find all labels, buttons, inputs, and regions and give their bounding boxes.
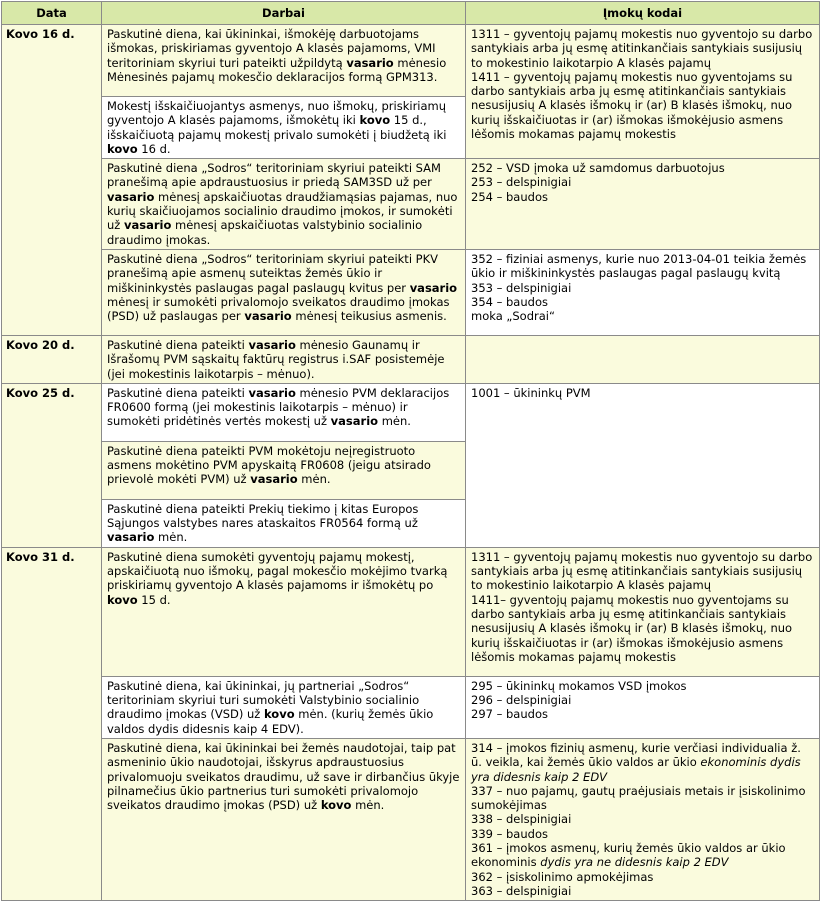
date-cell: Kovo 20 d. (2, 335, 102, 383)
header-date: Data (2, 2, 102, 25)
work-cell: Paskutinė diena, kai ūkininkai, išmokėję darbuotojams išmokas, priskiriamas gyventojo A klasės pajamoms, VMI teritoriniam skyriui turi pateikti užpildytą vasario mėnesio Mėnesinės pajamų mokesčio deklaracijos formą GPM313. (102, 25, 466, 97)
codes-cell: 295 – ūkininkų mokamos VSD įmokos 296 – delspinigiai 297 – baudos (466, 676, 820, 738)
codes-cell: 314 – įmokos fizinių asmenų, kurie verčiasi individualia ž. ū. veikla, kai žemės ūkio valdos ar ūkio ekonominis dydis yra didesnis kaip 2 EDV 337 – nuo pajamų, gautų praėjusiais metais ir įsiskolinimo sumokėjimas 338 – delspinigiai 339 – baudos 361 – įmokos asmenų, kurių žemės ūkio valdos ar ūkio ekonominis dydis yra ne didesnis kaip 2 EDV 362 – įsiskolinimo apmokėjimas 363 – delspinigiai (466, 738, 820, 900)
table-row (2, 676, 820, 738)
table-row (2, 738, 820, 900)
work-cell: Paskutinė diena „Sodros“ teritoriniam skyriui pateikti PKV pranešimą apie asmenų suteiktas žemės ūkio ir miškininkystės paslaugas pagal paslaugų kvitus per vasario mėnesį ir sumokėti privalomojo sveikatos draudimo įmokas (PSD) už paslaugas per vasario mėnesį teikusius asmenis. (102, 249, 466, 335)
table-row (2, 249, 820, 335)
codes-cell: 1311 – gyventojų pajamų mokestis nuo gyventojo su darbo santykiais arba jų esmę atitinkančiais santykiais susijusių to mokestinio laikotarpio A klasės pajamų 1411 – gyventojų pajamų mokestis nuo gyventojams su darbo santykiais arba jų esmę atitinkančiais santykiais nesusijusių A klasės išmokų ir (ar) B klasės išmokų, nuo kurių išskaičiuotas ir (ar) išmokas išmokėjusio asmens lėšomis mokamas pajamų mokestis (466, 25, 820, 159)
codes-cell: 1311 – gyventojų pajamų mokestis nuo gyventojo su darbo santykiais arba jų esmę atitinkančiais santykiais susijusių to mokestinio laikotarpio A klasės pajamų 1411– gyventojų pajamų mokestis nuo gyventojams su darbo santykiais arba jų esmę atitinkančiais santykiais nesusijusių A klasės išmokų ir (ar) B klasės išmokų, nuo kurių išskaičiuotas ir (ar) išmokas išmokėjusio asmens lėšomis mokamas pajamų mokestis (466, 547, 820, 676)
work-cell: Paskutinė diena, kai ūkininkai, jų partneriai „Sodros“ teritoriniam skyriui turi sumokėti Valstybinio socialinio draudimo įmokas (VSD) už kovo mėn. (kurių žemės ūkio valdos dydis didesnis kaip 4 EDV). (102, 676, 466, 738)
table-row (2, 547, 820, 676)
work-cell: Paskutinė diena sumokėti gyventojų pajamų mokestį, apskaičiuotą nuo išmokų, pagal mokesčio mokėjimo tvarką priskiriamų gyventojo A klasės pajamoms ir išmokėtų po kovo 15 d. (102, 547, 466, 676)
work-cell: Paskutinė diena pateikti Prekių tiekimo į kitas Europos Sąjungos valstybes nares ataskaitos FR0564 formą už vasario mėn. (102, 499, 466, 547)
work-cell: Paskutinė diena pateikti PVM mokėtoju neįregistruoto asmens mokėtino PVM apyskaitą FR0608 (jeigu atsirado prievolė mokėti PVM) už vasario mėn. (102, 441, 466, 499)
table-row (2, 159, 820, 250)
work-cell: Paskutinė diena pateikti vasario mėnesio Gaunamų ir Išrašomų PVM sąskaitų faktūrų registrus i.SAF posistemėje (jei mokestinis laikotarpis – mėnuo). (102, 335, 466, 383)
table-row (2, 25, 820, 97)
codes-cell: 252 – VSD įmoka už samdomus darbuotojus 253 – delspinigiai 254 – baudos (466, 159, 820, 250)
work-cell: Mokestį išskaičiuojantys asmenys, nuo išmokų, priskiriamų gyventojo A klasės pajamoms, išmokėtų iki kovo 15 d., išskaičiuotą pajamų mokestį privalo sumokėti į biudžetą iki kovo 16 d. (102, 97, 466, 159)
date-cell: Kovo 31 d. (2, 547, 102, 900)
work-cell: Paskutinė diena pateikti vasario mėnesio PVM deklaracijos FR0600 formą (jei mokestinis laikotarpis – mėnuo) ir sumokėti pridėtinės vertės mokestį už vasario mėn. (102, 383, 466, 441)
date-cell: Kovo 16 d. (2, 25, 102, 336)
header-work: Darbai (102, 2, 466, 25)
header-codes: Įmokų kodai (466, 2, 820, 25)
codes-cell (466, 335, 820, 383)
table-row (2, 335, 820, 383)
work-cell: Paskutinė diena, kai ūkininkai bei žemės naudotojai, taip pat asmeninio ūkio naudotojai, išskyrus apdraustuosius privalomuoju sveikatos draudimu, už save ir dirbančius ūkyje pilnamečius ūkio partnerius turi sumokėti privalomojo sveikatos draudimo įmokas (PSD) už kovo mėn. (102, 738, 466, 900)
header-row (2, 2, 820, 25)
table-row (2, 383, 820, 441)
tax-calendar-table (1, 1, 820, 901)
codes-cell: 352 – fiziniai asmenys, kurie nuo 2013-04-01 teikia žemės ūkio ir miškininkystės paslaugas pagal paslaugų kvitą 353 – delspinigiai 354 – baudos moka „Sodrai“ (466, 249, 820, 335)
codes-cell: 1001 – ūkininkų PVM (466, 383, 820, 547)
work-cell: Paskutinė diena „Sodros“ teritoriniam skyriui pateikti SAM pranešimą apie apdraustuosius ir priedą SAM3SD už per vasario mėnesį apskaičiuotas draudžiamąsias pajamas, nuo kurių skaičiuojamos socialinio draudimo įmokos, ir sumokėti už vasario mėnesį apskaičiuotas valstybinio socialinio draudimo įmokas. (102, 159, 466, 250)
date-cell: Kovo 25 d. (2, 383, 102, 547)
